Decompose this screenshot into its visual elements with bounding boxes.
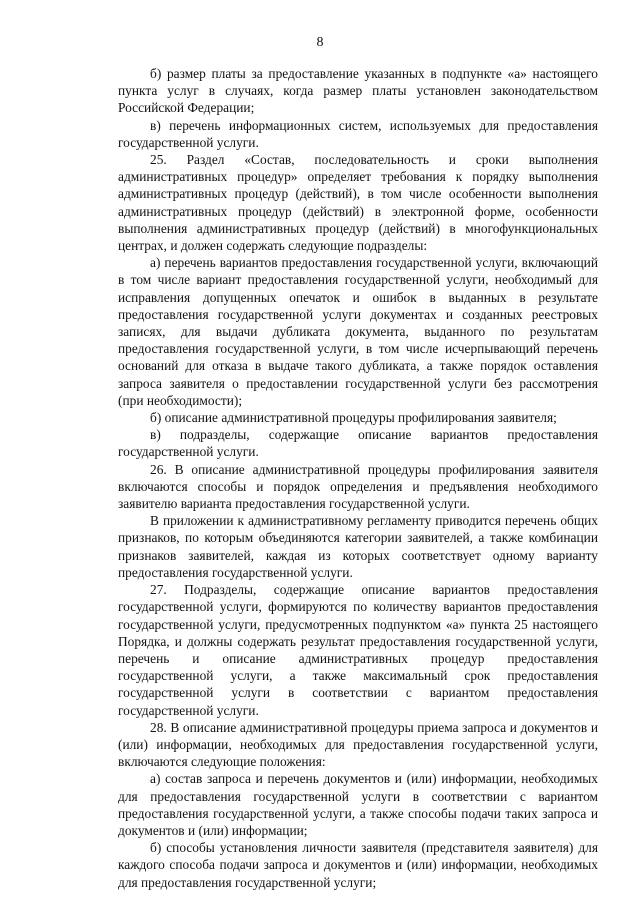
paragraph-information-systems: в) перечень информационных систем, используемых для предоставления государственной услуги.: [118, 117, 598, 150]
paragraph-fee-amount: б) размер платы за предоставление указанных в подпункте «а» настоящего пункта услуг в случаях, когда размер платы установлен законодательством Российской Федерации;: [118, 66, 598, 116]
paragraph-section-27: 27. Подразделы, содержащие описание вариантов предоставления государственной услуги, формируются по количеству вариантов предоставления государственной услуги, предусмотренных подпунктом «а» пункта 25 настоящего Порядка, и должны содержать результат предоставления государственной услуги, перечень и описание административных процедур предоставления государственной услуги, а также максимальный срок предоставления государственной услуги в соответствии с вариантом предоставления государственной услуги.: [118, 582, 598, 718]
page-number: 8: [316, 35, 324, 50]
paragraph-section-25-c: в) подразделы, содержащие описание вариантов предоставления государственной услуги.: [118, 427, 598, 460]
paragraph-appendix-features: В приложении к административному регламенту приводится перечень общих признаков, по которым объединяются категории заявителей, а также комбинации признаков заявителей, каждая из которых соответствует одному варианту предоставления государственной услуги.: [118, 513, 598, 580]
paragraph-section-28-b: б) способы установления личности заявителя (представителя заявителя) для каждого способа подачи запроса и документов и (или) информации, необходимых для предоставления государственной услуги;: [118, 840, 598, 890]
paragraph-section-25: 25. Раздел «Состав, последовательность и сроки выполнения административных процедур» определяет требования к порядку выполнения административных процедур (действий), в том числе особенности выполнения административных процедур (действий) в электронной форме, особенности выполнения административных процедур (действий) в многофункциональных центрах, и должен содержать следующие подразделы:: [118, 152, 598, 254]
paragraph-section-28-a: а) состав запроса и перечень документов и (или) информации, необходимых для предоставления государственной услуги в соответствии с вариантом предоставления государственной услуги, а также способы подачи таких запроса и документов и (или) информации;: [118, 771, 598, 838]
document-body: [118, 65, 598, 891]
paragraph-section-28: 28. В описание административной процедуры приема запроса и документов и (или) информации, необходимых для предоставления государственной услуги, включаются следующие положения:: [118, 719, 598, 770]
paragraph-section-25-b: б) описание административной процедуры профилирования заявителя;: [150, 410, 557, 426]
paragraph-section-26: 26. В описание административной процедуры профилирования заявителя включаются способы и порядок определения и предъявления необходимого заявителю варианта предоставления государственной услуги.: [118, 461, 598, 512]
paragraph-section-25-a: а) перечень вариантов предоставления государственной услуги, включающий в том числе вариант предоставления государственной услуги, необходимый для исправления допущенных опечаток и ошибок в выданных в результате предоставления государственной услуги документах и созданных реестровых записях, для выдачи дубликата документа, выданного по результатам предоставления государственной услуги, в том числе исчерпывающий перечень оснований для отказа в выдаче такого дубликата, а также порядок оставления запроса заявителя о предоставлении государственной услуги без рассмотрения (при необходимости);: [118, 255, 598, 408]
